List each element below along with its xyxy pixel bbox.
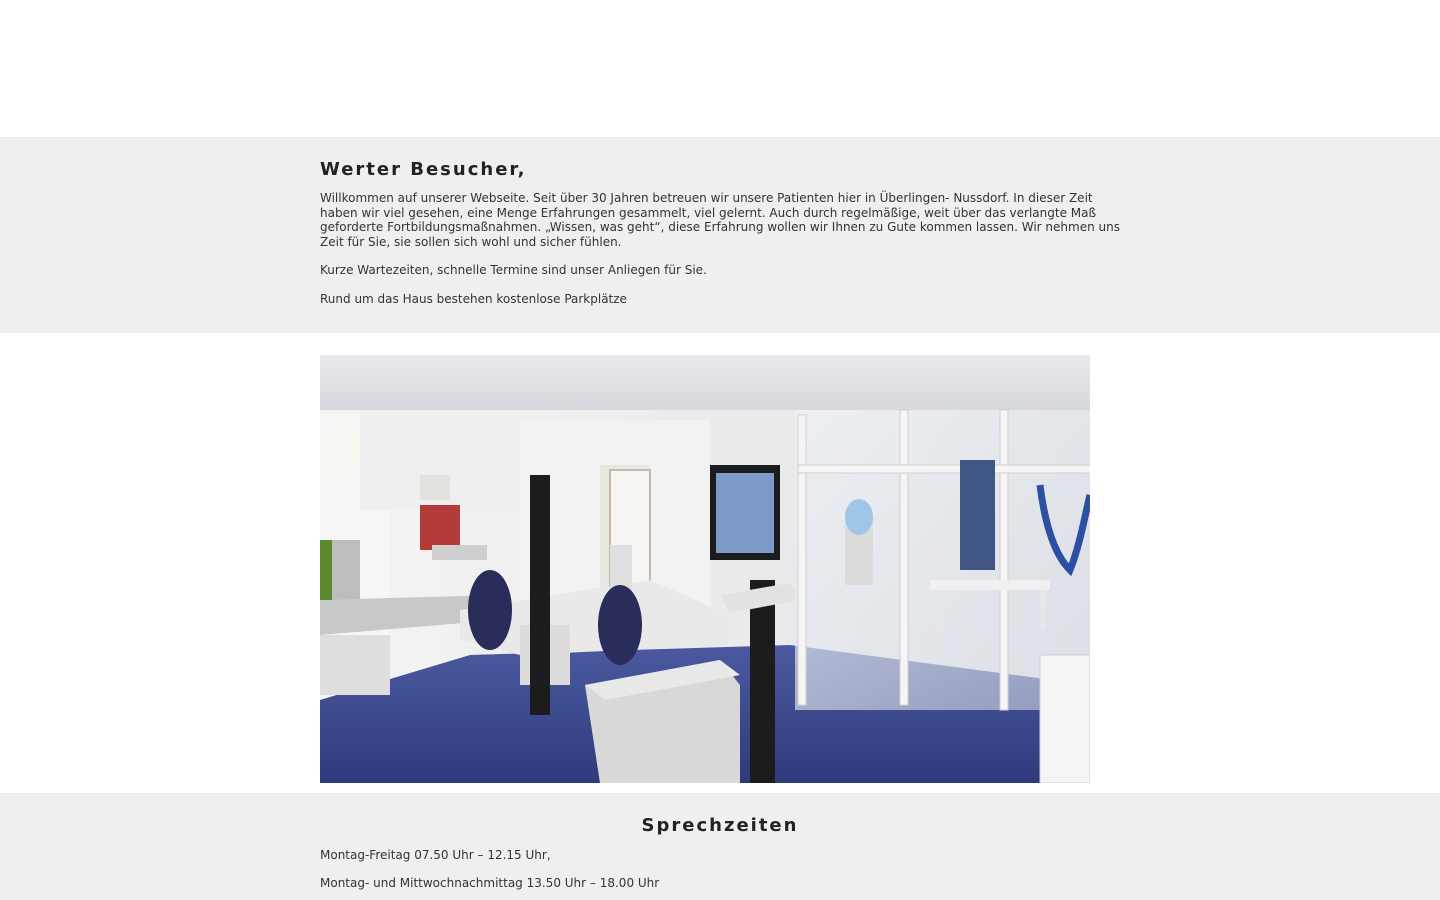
header-area — [0, 0, 1440, 137]
office-hours-afternoon-line: Montag- und Mittwochnachmittag 13.50 Uhr – 18.00 Uhr — [320, 875, 660, 890]
office-hours-title: Sprechzeiten — [641, 815, 799, 836]
office-hours-weekday-line: Montag-Freitag 07.50 Uhr – 12.15 Uhr, — [320, 848, 551, 862]
welcome-title: Werter Besucher, — [320, 159, 527, 180]
welcome-parking-paragraph: Rund um das Haus bestehen kostenlose Parkplätze — [320, 291, 627, 306]
office-hours-section — [0, 793, 1440, 900]
welcome-section — [0, 137, 1440, 333]
practice-reception-photo — [320, 355, 1090, 783]
welcome-intro-paragraph: Willkommen auf unserer Webseite. Seit über 30 Jahren betreuen wir unsere Patienten hier in Überlingen- Nussdorf. In dieser Zeit haben wir viel gesehen, eine Menge Erfahrungen gesammelt, viel gelernt. Auch durch regelmäßige, weit über das verlangte Maß geforderte Fortbildungsmaßnahmen. „Wissen, was geht“, diese Erfahrung wollen wir Ihnen zu Gute kommen lassen. Wir nehmen uns Zeit für Sie, sie sollen sich wohl und sicher fühlen. — [320, 191, 1120, 249]
photo-section — [0, 333, 1440, 793]
welcome-waiting-paragraph: Kurze Wartezeiten, schnelle Termine sind unser Anliegen für Sie. — [320, 263, 707, 277]
